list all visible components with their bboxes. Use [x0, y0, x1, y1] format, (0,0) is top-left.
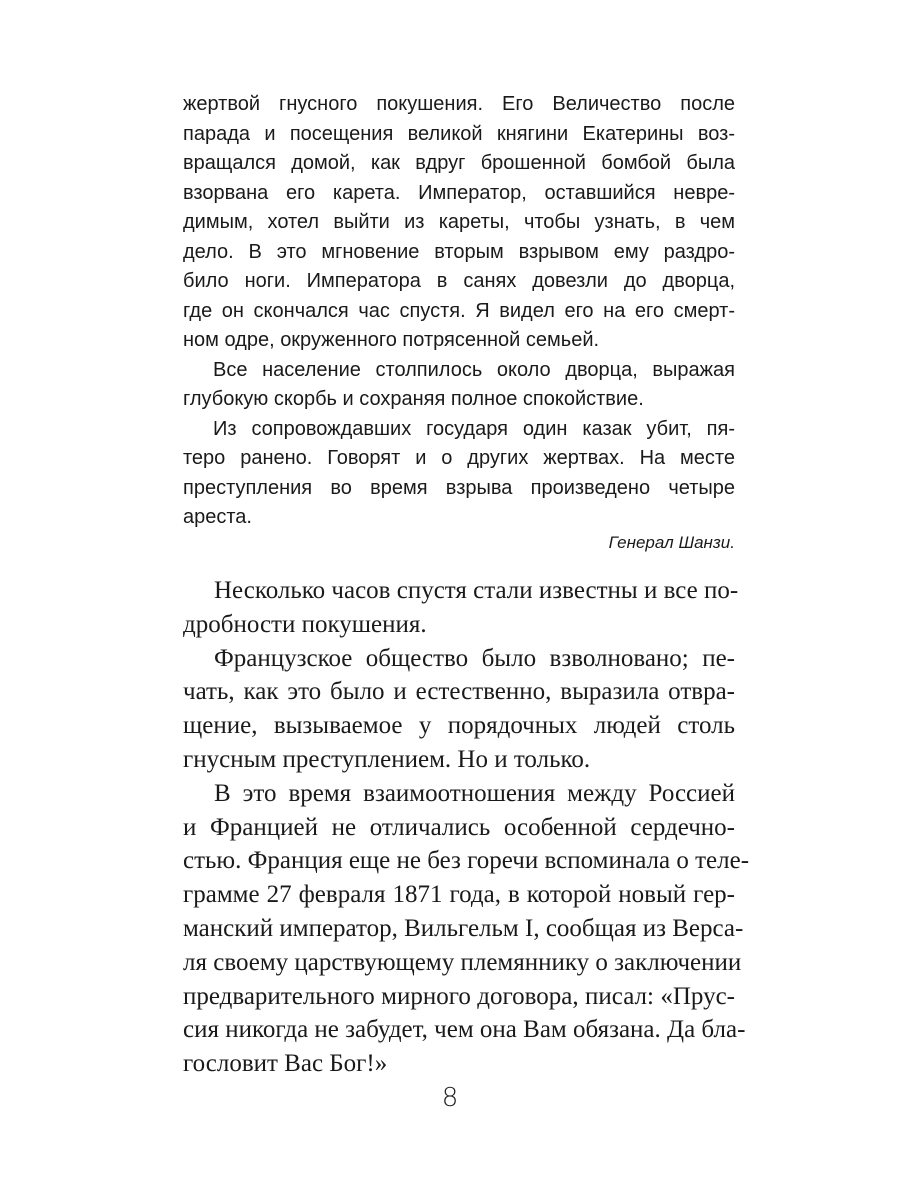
quote-line: взорвана его карета. Император, оставшийся невре-	[183, 181, 735, 204]
quote-line: где он скончался час спустя. Я видел его на его смерт-	[183, 299, 735, 322]
body-line: щение, вызываемое у порядочных людей столь	[183, 712, 735, 740]
body-line: манский император, Вильгельм I, сообщая из Верса-	[183, 914, 744, 942]
body-line: Французское общество было взволновано; пе-	[214, 644, 735, 672]
quote-line: глубокую скорбь и сохраняя полное спокойствие.	[183, 388, 644, 410]
body-line: В это время взаимоотношения между Россией	[214, 779, 735, 807]
body-line: чать, как это было и естественно, выразила отвра-	[183, 678, 735, 706]
quote-line: парада и посещения великой княгини Екатерины воз-	[183, 122, 735, 145]
quote-line: преступления во время взрыва произведено четыре	[183, 476, 735, 499]
body-line: стью. Франция еще не без горечи вспоминала о теле-	[183, 847, 750, 875]
body-line: сия никогда не забудет, чем она Вам обязана. Да бла-	[183, 1016, 746, 1044]
body-line: грамме 27 февраля 1871 года, в которой новый гер-	[183, 881, 735, 909]
body-line: и Францией не отличались особенной сердечно-	[183, 813, 735, 841]
quote-signature: Генерал Шанзи.	[608, 533, 735, 552]
quote-line: ареста.	[183, 506, 252, 528]
body-line: дробности покушения.	[183, 610, 427, 638]
quote-line: било ноги. Императора в санях довезли до дворца,	[183, 270, 735, 292]
body-line: Несколько часов спустя стали известны и все по-	[214, 577, 739, 604]
quote-line: дело. В это мгновение вторым взрывом ему раздро-	[183, 240, 735, 263]
page-number: 8	[441, 1083, 459, 1113]
body-line: предварительного мирного договора, писал: «Прус-	[183, 982, 735, 1010]
quoted-telegram	[183, 90, 735, 533]
quote-line: теро ранено. Говорят и о других жертвах. На месте	[183, 447, 735, 469]
body-line: ля своему царствующему племяннику о заключении	[183, 948, 742, 976]
quote-line: Все население столпилось около дворца, выражая	[213, 358, 735, 381]
main-text	[183, 574, 750, 1081]
body-line: гословит Вас Бог!»	[183, 1050, 388, 1078]
quote-line: вращался домой, как вдруг брошенной бомбой была	[183, 152, 735, 174]
body-line: гнусным преступлением. Но и только.	[183, 745, 591, 773]
quote-line: жертвой гнусного покушения. Его Величество после	[183, 93, 735, 115]
quote-line: ном одре, окруженного потрясенной семьей.	[183, 329, 600, 351]
quote-line: димым, хотел выйти из кареты, чтобы узнать, в чем	[183, 211, 735, 233]
quote-line: Из сопровождавших государя один казак убит, пя-	[213, 417, 735, 440]
